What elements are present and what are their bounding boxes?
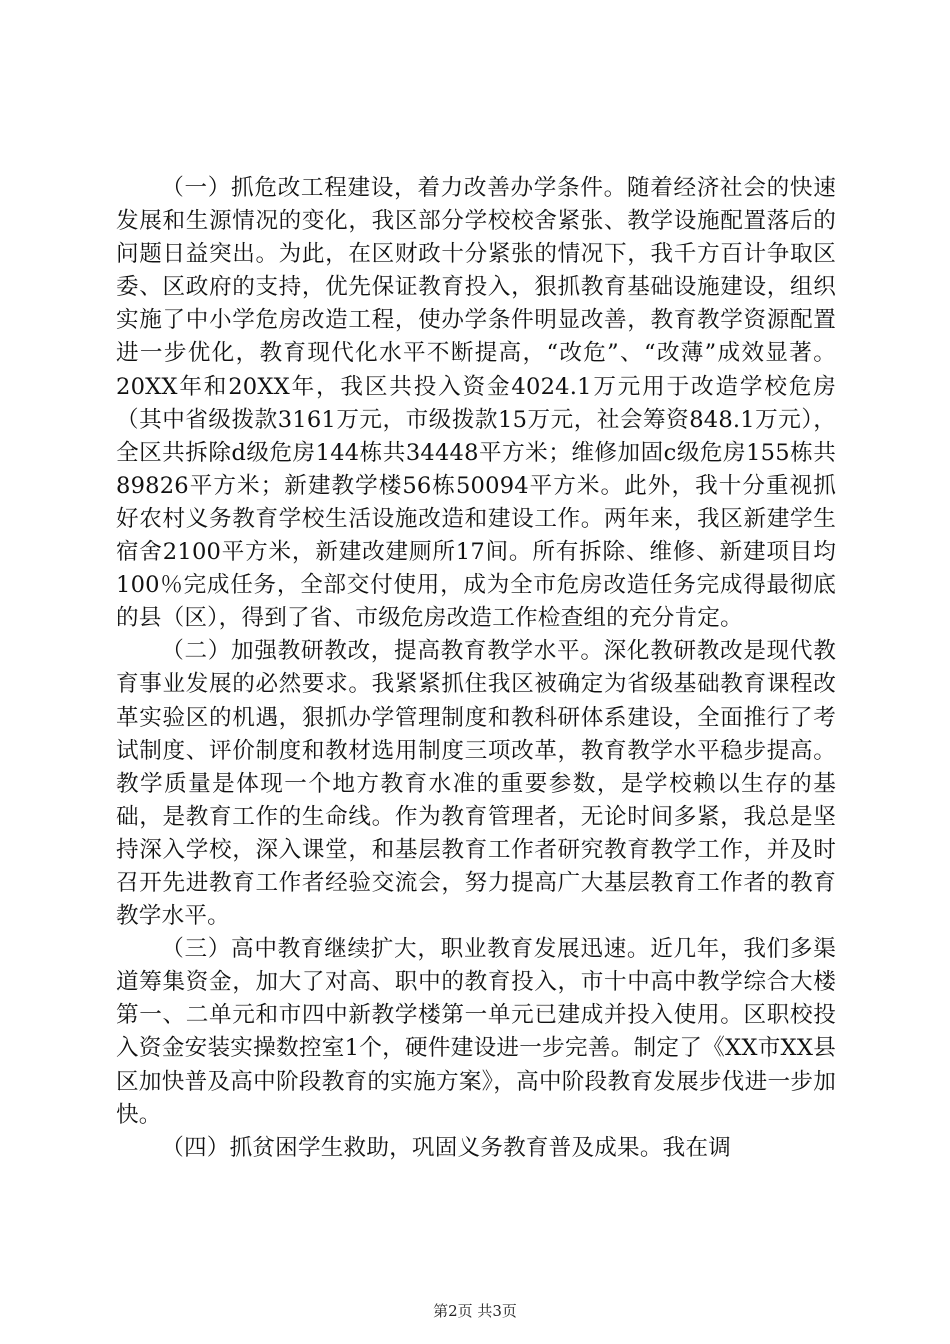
paragraph-1: （一）抓危改工程建设，着力改善办学条件。随着经济社会的快速发展和生源情况的变化，我区部分学校校舍紧张、教学设施配置落后的问题日益突出。为此，在区财政十分紧张的情况下，我千方百计争取区委、区政府的支持，优先保证教育投入，狠抓教育基础设施建设，组织实施了中小学危房改造工程，使办学条件明显改善，教育教学资源配置进一步优化，教育现代化水平不断提高，“改危”、“改薄”成效显著。20XX年和20XX年，我区共投入资金4024.1万元用于改造学校危房（其中省级拨款3161万元，市级拨款15万元，社会筹资848.1万元），全区共拆除d级危房144栋共34448平方米；维修加固c级危房155栋共89826平方米；新建教学楼56栋50094平方米。此外，我十分重视抓好农村义务教育学校生活设施改造和建设工作。两年来，我区新建学生宿舍2100平方米，新建改建厕所17间。所有拆除、维修、新建项目均100％完成任务，全部交付使用，成为全市危房改造任务完成得最彻底的县（区），得到了省、市级危房改造工作检查组的充分肯定。 xyxy=(116,175,836,632)
paragraph-3: （三）高中教育继续扩大，职业教育发展迅速。近几年，我们多渠道筹集资金，加大了对高、职中的教育投入，市十中高中教学综合大楼第一、二单元和市四中新教学楼第一单元已建成并投入使用。区职校投入资金安装实操数控室1个，硬件建设进一步完善。制定了《XX市XX县区加快普及高中阶段教育的实施方案》，高中阶段教育发展步伐进一步加快。 xyxy=(116,936,836,1128)
paragraph-2: （二）加强教研教改，提高教育教学水平。深化教研教改是现代教育事业发展的必然要求。我紧紧抓住我区被确定为省级基础教育课程改革实验区的机遇，狠抓办学管理制度和教科研体系建设，全面推行了考试制度、评价制度和教材选用制度三项改革，教育教学水平稳步提高。教学质量是体现一个地方教育水准的重要参数，是学校赖以生存的基础，是教育工作的生命线。作为教育管理者，无论时间多紧，我总是坚持深入学校，深入课堂，和基层教育工作者研究教育教学工作，并及时召开先进教育工作者经验交流会，努力提高广大基层教育工作者的教育教学水平。 xyxy=(116,638,836,930)
document-body xyxy=(116,172,836,1165)
paragraph-4: （四）抓贫困学生救助，巩固义务教育普及成果。我在调 xyxy=(161,1134,732,1161)
page-number-footer: 第2页 共3页 xyxy=(433,1302,517,1320)
